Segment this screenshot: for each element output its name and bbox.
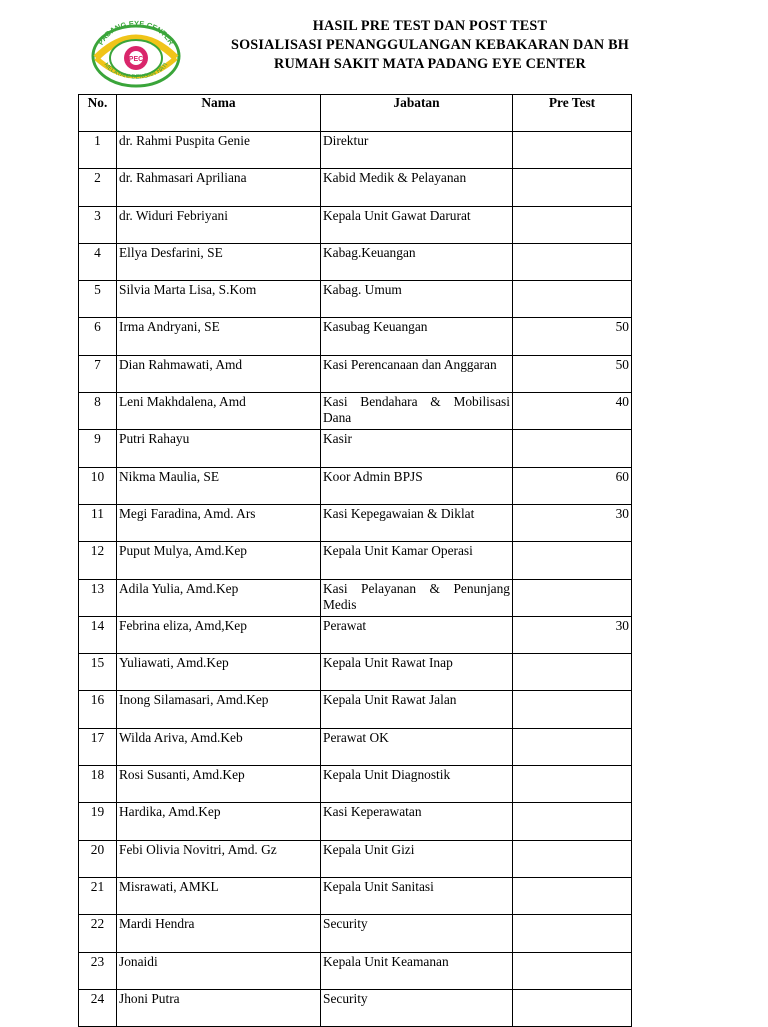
cell-nama: Hardika, Amd.Kep	[117, 803, 321, 840]
cell-no: 7	[79, 355, 117, 392]
table-row	[79, 952, 632, 989]
cell-pre-test	[513, 132, 632, 169]
cell-nama: Nikma Maulia, SE	[117, 467, 321, 504]
column-header-nama: Nama	[117, 95, 321, 132]
title-line-1: HASIL PRE TEST DAN POST TEST	[312, 18, 548, 34]
cell-pre-test	[513, 728, 632, 765]
cell-pre-test: 50	[513, 355, 632, 392]
column-header-pre-test: Pre Test	[513, 95, 632, 132]
table-row	[79, 579, 632, 616]
cell-jabatan: Kepala Unit Diagnostik	[321, 766, 513, 803]
cell-no: 9	[79, 430, 117, 467]
table-row	[79, 691, 632, 728]
cell-no: 11	[79, 504, 117, 541]
cell-nama: Puput Mulya, Amd.Kep	[117, 542, 321, 579]
cell-nama: dr. Rahmi Puspita Genie	[117, 132, 321, 169]
svg-text:MELAYANI DENGAN HATI: MELAYANI DENGAN HATI	[102, 62, 170, 81]
cell-nama: Mardi Hendra	[117, 915, 321, 952]
cell-jabatan: Kabag.Keuangan	[321, 243, 513, 280]
cell-jabatan: Kepala Unit Rawat Jalan	[321, 691, 513, 728]
cell-pre-test: 30	[513, 616, 632, 653]
cell-no: 13	[79, 579, 117, 616]
cell-jabatan: Kabag. Umum	[321, 281, 513, 318]
cell-nama: Jhoni Putra	[117, 989, 321, 1026]
table-row	[79, 542, 632, 579]
cell-no: 1	[79, 132, 117, 169]
document-title	[170, 17, 690, 74]
cell-jabatan: Kepala Unit Gizi	[321, 840, 513, 877]
cell-jabatan: Perawat OK	[321, 728, 513, 765]
cell-pre-test	[513, 169, 632, 206]
cell-no: 18	[79, 766, 117, 803]
cell-no: 24	[79, 989, 117, 1026]
cell-nama: Yuliawati, Amd.Kep	[117, 654, 321, 691]
table-row	[79, 355, 632, 392]
column-header-jabatan: Jabatan	[321, 95, 513, 132]
cell-no: 2	[79, 169, 117, 206]
cell-nama: Irma Andryani, SE	[117, 318, 321, 355]
cell-no: 20	[79, 840, 117, 877]
cell-nama: Febi Olivia Novitri, Amd. Gz	[117, 840, 321, 877]
column-header-no: No.	[79, 95, 117, 132]
cell-nama: Inong Silamasari, Amd.Kep	[117, 691, 321, 728]
cell-jabatan: Kasubag Keuangan	[321, 318, 513, 355]
cell-pre-test	[513, 989, 632, 1026]
cell-no: 10	[79, 467, 117, 504]
cell-no: 23	[79, 952, 117, 989]
cell-jabatan: Direktur	[321, 132, 513, 169]
cell-no: 6	[79, 318, 117, 355]
cell-jabatan: Kasi Pelayanan & Penunjang Medis	[321, 579, 513, 616]
cell-pre-test	[513, 542, 632, 579]
cell-jabatan: Kasi Bendahara & Mobilisasi Dana	[321, 393, 513, 430]
cell-pre-test	[513, 206, 632, 243]
cell-nama: Febrina eliza, Amd,Kep	[117, 616, 321, 653]
cell-pre-test: 30	[513, 504, 632, 541]
cell-nama: dr. Rahmasari Apriliana	[117, 169, 321, 206]
cell-pre-test	[513, 654, 632, 691]
cell-jabatan: Kepala Unit Keamanan	[321, 952, 513, 989]
cell-nama: Wilda Ariva, Amd.Keb	[117, 728, 321, 765]
cell-nama: Dian Rahmawati, Amd	[117, 355, 321, 392]
cell-jabatan: Kabid Medik & Pelayanan	[321, 169, 513, 206]
cell-pre-test	[513, 877, 632, 914]
cell-jabatan: Perawat	[321, 616, 513, 653]
cell-jabatan: Kasi Perencanaan dan Anggaran	[321, 355, 513, 392]
cell-nama: Silvia Marta Lisa, S.Kom	[117, 281, 321, 318]
cell-pre-test	[513, 430, 632, 467]
cell-jabatan: Kepala Unit Rawat Inap	[321, 654, 513, 691]
cell-pre-test	[513, 840, 632, 877]
table-row	[79, 728, 632, 765]
table-row	[79, 281, 632, 318]
cell-nama: Leni Makhdalena, Amd	[117, 393, 321, 430]
cell-pre-test: 50	[513, 318, 632, 355]
cell-no: 3	[79, 206, 117, 243]
cell-pre-test	[513, 915, 632, 952]
results-table	[78, 94, 632, 1027]
table-row	[79, 132, 632, 169]
table-row	[79, 877, 632, 914]
cell-no: 4	[79, 243, 117, 280]
table-row	[79, 467, 632, 504]
cell-nama: Putri Rahayu	[117, 430, 321, 467]
cell-pre-test	[513, 579, 632, 616]
cell-pre-test: 60	[513, 467, 632, 504]
table-row	[79, 504, 632, 541]
cell-pre-test	[513, 952, 632, 989]
table-row	[79, 766, 632, 803]
table-row	[79, 915, 632, 952]
cell-pre-test: 40	[513, 393, 632, 430]
table-row	[79, 989, 632, 1026]
table-row	[79, 318, 632, 355]
cell-jabatan: Kasir	[321, 430, 513, 467]
cell-pre-test	[513, 803, 632, 840]
cell-no: 15	[79, 654, 117, 691]
table-header-row	[79, 95, 632, 132]
table-body	[79, 132, 632, 1027]
table-row	[79, 616, 632, 653]
cell-no: 5	[79, 281, 117, 318]
cell-jabatan: Kepala Unit Gawat Darurat	[321, 206, 513, 243]
cell-no: 22	[79, 915, 117, 952]
cell-pre-test	[513, 691, 632, 728]
table-row	[79, 243, 632, 280]
cell-jabatan: Kasi Kepegawaian & Diklat	[321, 504, 513, 541]
table-row	[79, 169, 632, 206]
cell-nama: Adila Yulia, Amd.Kep	[117, 579, 321, 616]
cell-nama: Rosi Susanti, Amd.Kep	[117, 766, 321, 803]
table-row	[79, 654, 632, 691]
cell-nama: dr. Widuri Febriyani	[117, 206, 321, 243]
title-line-2: SOSIALISASI PENANGGULANGAN KEBAKARAN DAN BH	[230, 37, 630, 53]
title-line-3: RUMAH SAKIT MATA PADANG EYE CENTER	[274, 56, 586, 72]
cell-pre-test	[513, 766, 632, 803]
cell-no: 17	[79, 728, 117, 765]
cell-no: 19	[79, 803, 117, 840]
table-row	[79, 840, 632, 877]
cell-nama: Ellya Desfarini, SE	[117, 243, 321, 280]
cell-no: 21	[79, 877, 117, 914]
cell-nama: Megi Faradina, Amd. Ars	[117, 504, 321, 541]
cell-jabatan: Security	[321, 915, 513, 952]
cell-pre-test	[513, 243, 632, 280]
svg-text:PADANG EYE CENTER: PADANG EYE CENTER	[96, 18, 176, 47]
cell-jabatan: Kasi Keperawatan	[321, 803, 513, 840]
table-row	[79, 206, 632, 243]
table-row	[79, 430, 632, 467]
cell-no: 14	[79, 616, 117, 653]
cell-pre-test	[513, 281, 632, 318]
cell-jabatan: Kepala Unit Sanitasi	[321, 877, 513, 914]
cell-jabatan: Koor Admin BPJS	[321, 467, 513, 504]
cell-no: 8	[79, 393, 117, 430]
cell-jabatan: Kepala Unit Kamar Operasi	[321, 542, 513, 579]
table-row	[79, 393, 632, 430]
table-row	[79, 803, 632, 840]
cell-jabatan: Security	[321, 989, 513, 1026]
svg-text:PEC: PEC	[128, 56, 144, 63]
cell-nama: Jonaidi	[117, 952, 321, 989]
cell-nama: Misrawati, AMKL	[117, 877, 321, 914]
cell-no: 12	[79, 542, 117, 579]
cell-no: 16	[79, 691, 117, 728]
